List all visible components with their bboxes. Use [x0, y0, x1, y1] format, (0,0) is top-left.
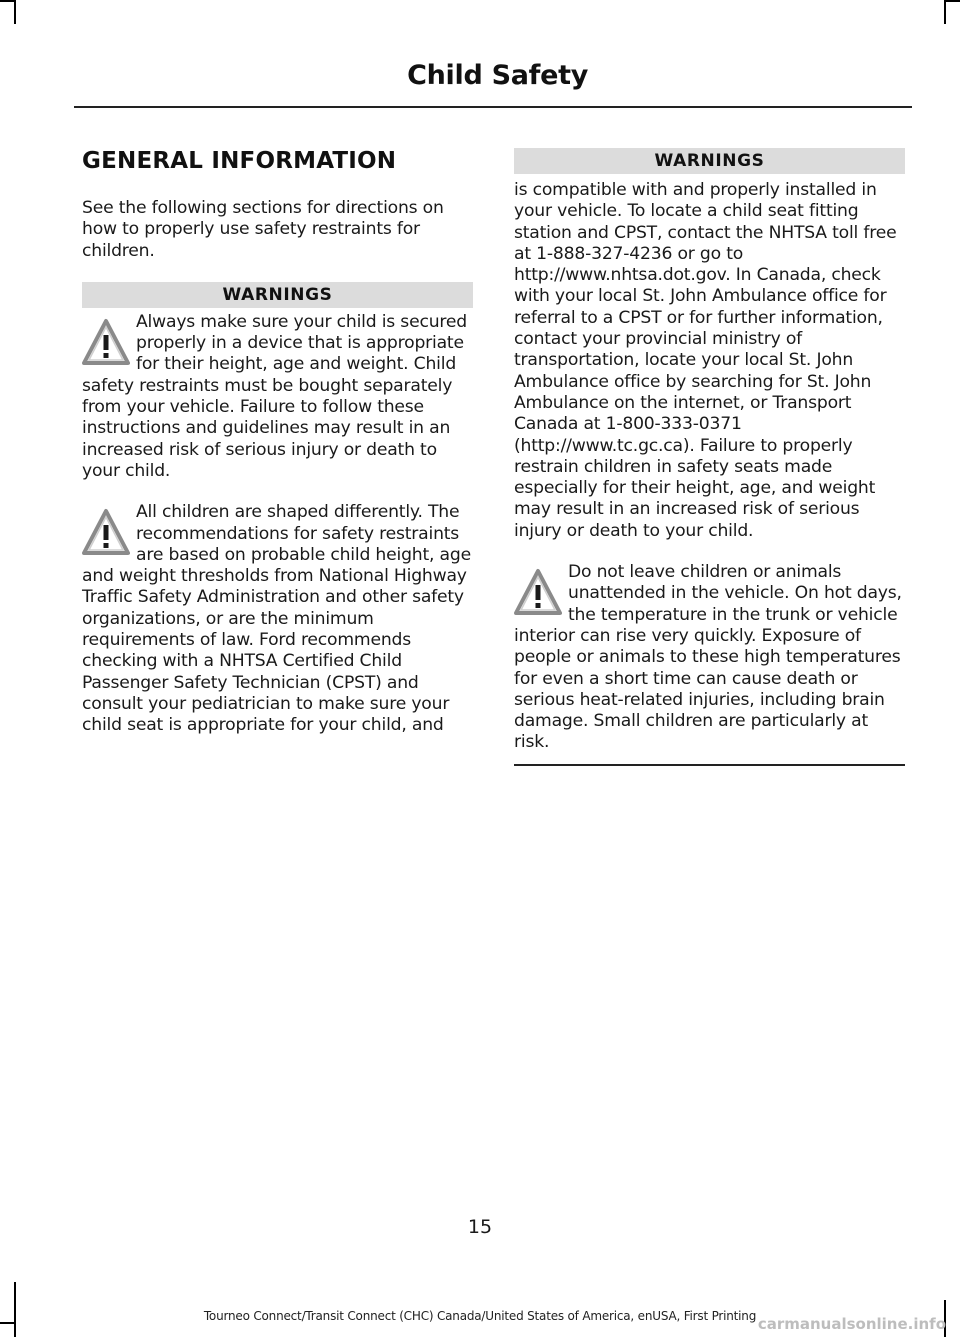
crop-mark-top-right: [946, 0, 960, 2]
warning-text: Do not leave children or animals unattended in the vehicle. On hot days, the temperature in the trunk or vehicle interior can rise very quickly. Exposure of people or animals to these high temperatures for even a short time can cause death or serious heat-related injuries, including brain damage. Small children are particularly at risk.: [514, 562, 902, 753]
warning-item: [82, 312, 473, 482]
page-number: 15: [467, 1216, 493, 1238]
warnings-end-rule: [514, 764, 905, 766]
warning-continuation-text: is compatible with and properly installed in your vehicle. To locate a child seat fitting station and CPST, contact the NHTSA toll free at 1-888-327-4236 or go to http://www.nhtsa.dot.gov. In Canada, check with your local St. John Ambulance office for referral to a CPST or for further information, contact your provincial ministry of transportation, locate your local St. John Ambulance office by searching for St. John Ambulance on the internet, or Transport Canada at 1-800-333-0371 (http://www.tc.gc.ca). Failure to properly restrain children in safety seats made especially for their height, age, and weight may result in an increased risk of serious injury or death to your child.: [514, 180, 897, 541]
header-rule: [74, 106, 912, 108]
page-header-title: Child Safety: [407, 60, 588, 91]
warnings-header: WARNINGS: [82, 282, 473, 308]
footer-text: Tourneo Connect/Transit Connect (CHC) Canada/United States of America, enUSA, First Printing: [203, 1309, 757, 1323]
warning-text: All children are shaped differently. The recommendations for safety restraints are based on probable child height, age and weight thresholds from National Highway Traffic Safety Administration and other safety organizations, or are the minimum requirements of law. Ford recommends checking with a NHTSA Certified Child Passenger Safety Technician (CPST) and consult your pediatrician to make sure your child seat is appropriate for your child, and: [82, 502, 471, 736]
section-title: GENERAL INFORMATION: [82, 148, 397, 174]
right-column: [514, 148, 905, 766]
intro-paragraph: See the following sections for directions on how to properly use safety restraints for children.: [82, 198, 444, 261]
warning-item: [514, 562, 905, 754]
left-column: [82, 148, 473, 747]
warning-text: Always make sure your child is secured properly in a device that is appropriate for their height, age and weight. Child safety restraints must be bought separately from your vehicle. Failure to follow these instructions and guidelines may result in an increased risk of serious injury or death to your child.: [82, 311, 467, 481]
watermark: carmanualsonline.info: [757, 1315, 946, 1333]
crop-mark-top-right: [944, 0, 946, 24]
warning-item: [82, 502, 473, 736]
warning-triangle-icon: [82, 508, 130, 556]
warning-triangle-icon: [514, 568, 562, 616]
crop-mark-top-left: [14, 0, 16, 24]
warning-triangle-icon: [82, 318, 130, 366]
warnings-header: WARNINGS: [514, 148, 905, 174]
crop-mark-top-left: [0, 0, 14, 2]
